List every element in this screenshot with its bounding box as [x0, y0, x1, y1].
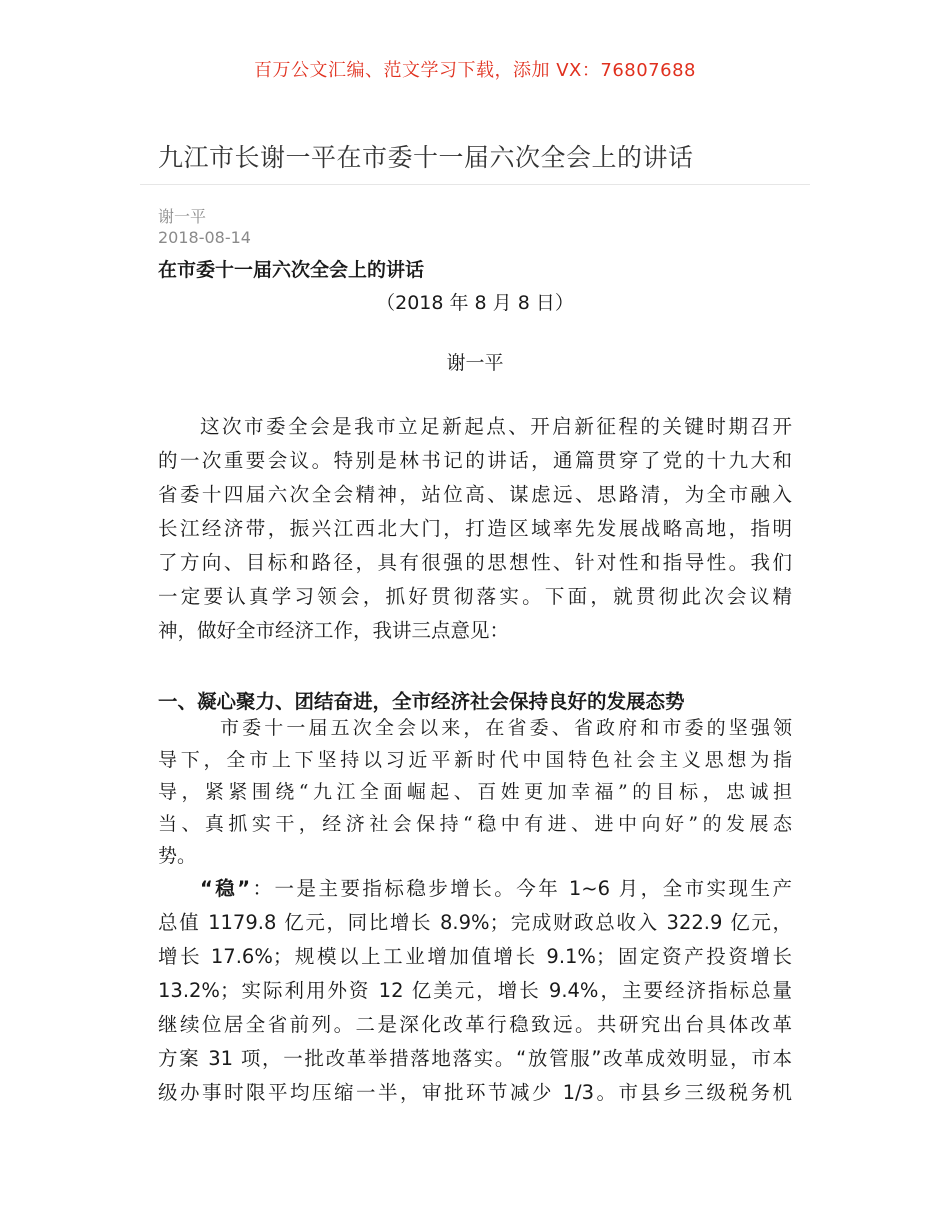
- intro-line: 这次市委全会是我市立足新起点、开启新征程的关键时期召开: [200, 415, 792, 438]
- article-author: 谢一平: [158, 207, 207, 226]
- section-1-stable-paragraph: [158, 872, 792, 1110]
- download-banner: 百万公文汇编、范文学习下载，添加 VX：76807688: [254, 60, 696, 81]
- intro-line: 长江经济带，振兴江西北大门，打造区域率先发展战略高地，指明: [158, 517, 792, 540]
- overview-line: 导，紧紧围绕“九江全面崛起、百姓更加幸福”的目标，忠诚担: [158, 781, 792, 803]
- article-date: 2018-08-14: [158, 228, 251, 247]
- intro-line: 了方向、目标和路径，具有很强的思想性、针对性和指导性。我们: [158, 551, 792, 574]
- intro-line: 的一次重要会议。特别是林书记的讲话，通篇贯穿了党的十九大和: [158, 449, 792, 472]
- intro-paragraph: [158, 410, 792, 648]
- stable-line: 方案 31 项，一批改革举措落地落实。“放管服”改革成效明显，市本: [158, 1047, 792, 1070]
- stable-line: 增长 17.6%；规模以上工业增加值增长 9.1%；固定资产投资增长: [158, 945, 792, 968]
- speech-speaker: 谢一平: [446, 352, 504, 374]
- section-1-overview-paragraph: [158, 712, 792, 872]
- article-title: 九江市长谢一平在市委十一届六次全会上的讲话: [158, 143, 694, 172]
- intro-line: 一定要认真学习领会，抓好贯彻落实。下面，就贯彻此次会议精: [158, 585, 792, 608]
- overview-line: 市委十一届五次全会以来，在省委、省政府和市委的坚强领: [220, 717, 792, 739]
- overview-line: 势。: [158, 845, 197, 867]
- speech-date-line: （2018 年 8 月 8 日）: [376, 292, 574, 314]
- stable-line: 13.2%；实际利用外资 12 亿美元，增长 9.4%，主要经济指标总量: [158, 979, 792, 1002]
- stable-line: 级办事时限平均压缩一半，审批环节减少 1/3。市县乡三级税务机: [158, 1081, 792, 1104]
- stable-line: [158, 872, 792, 906]
- intro-line: 省委十四届六次全会精神，站位高、谋虑远、思路清，为全市融入: [158, 483, 792, 506]
- overview-line: 导下，全市上下坚持以习近平新时代中国特色社会主义思想为指: [158, 749, 792, 771]
- section-1-heading: 一、凝心聚力、团结奋进，全市经济社会保持良好的发展态势: [158, 690, 685, 713]
- speech-subtitle: 在市委十一届六次全会上的讲话: [158, 259, 425, 281]
- intro-line: 神，做好全市经济工作，我讲三点意见：: [158, 619, 510, 642]
- stable-label: “稳”: [200, 877, 251, 900]
- title-divider: [140, 184, 810, 185]
- stable-line: 继续位居全省前列。二是深化改革行稳致远。共研究出台具体改革: [158, 1013, 792, 1036]
- overview-line: 当、真抓实干，经济社会保持“稳中有进、进中向好”的发展态: [158, 813, 792, 835]
- stable-first-line-text: ：一是主要指标稳步增长。今年 1~6 月，全市实现生产: [250, 877, 792, 900]
- stable-line: 总值 1179.8 亿元，同比增长 8.9%；完成财政总收入 322.9 亿元，: [158, 911, 792, 934]
